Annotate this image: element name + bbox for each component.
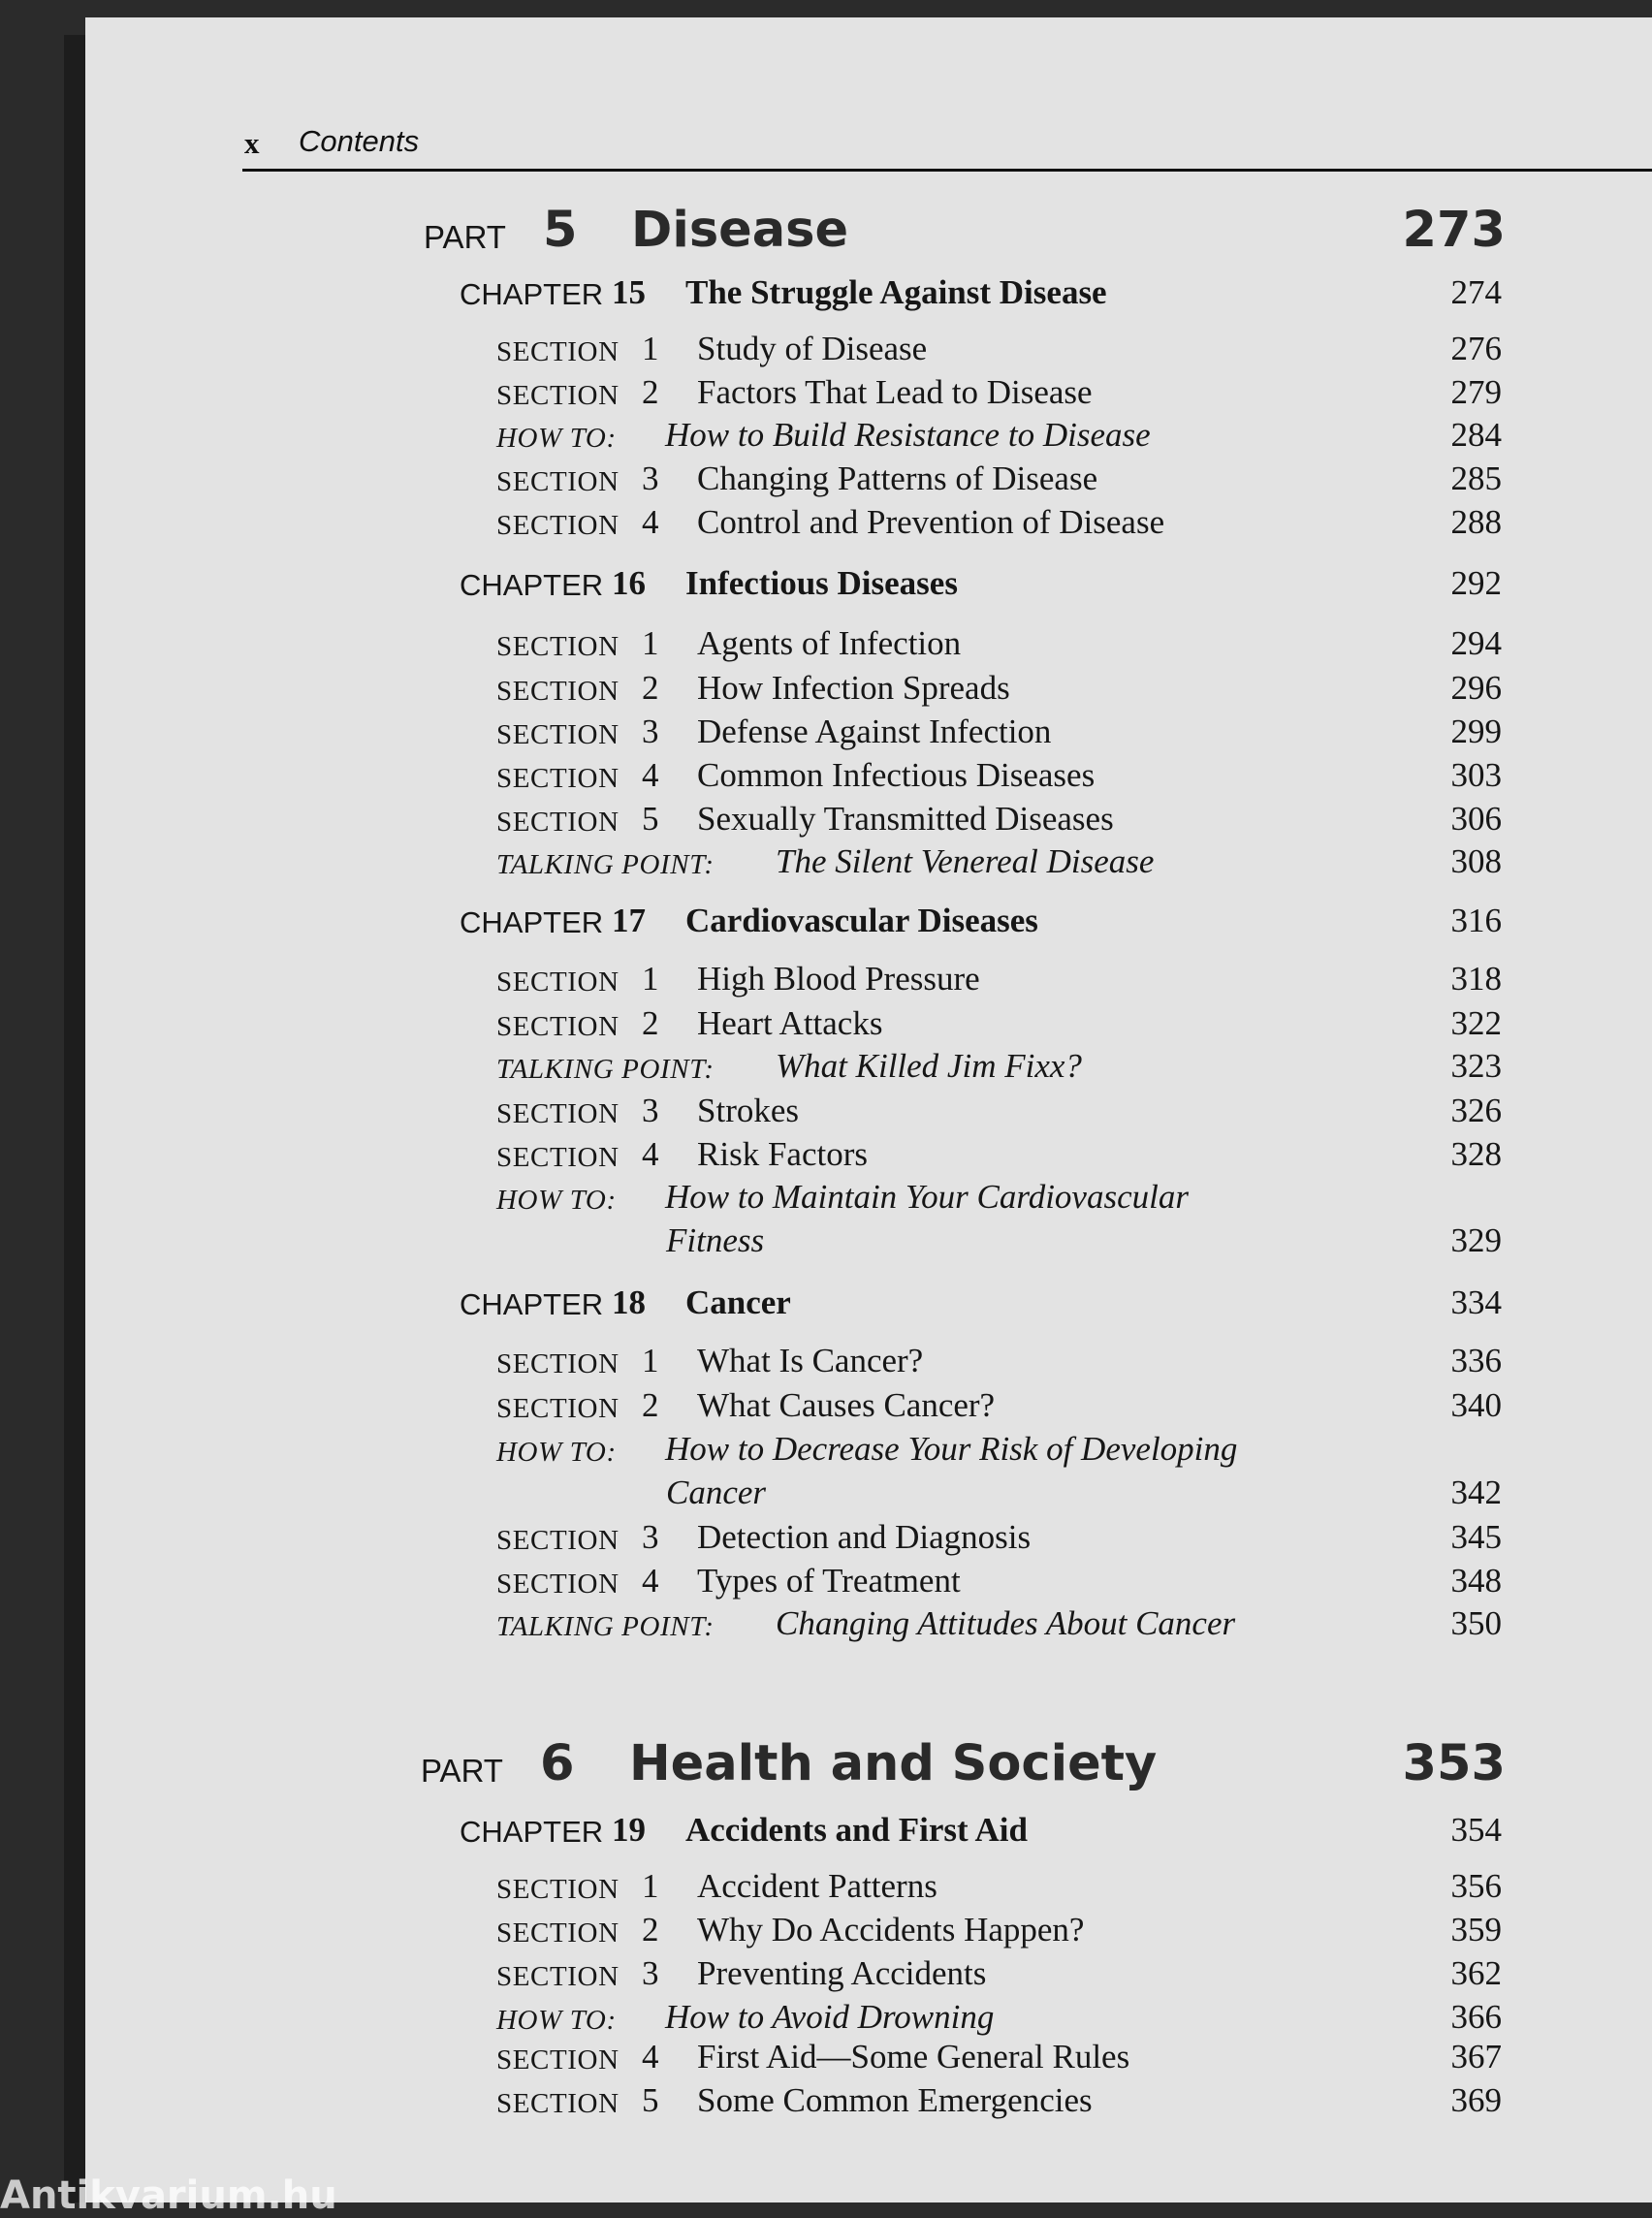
section-label: SECTION: [496, 1917, 620, 1949]
section-title: Types of Treatment: [697, 1562, 961, 1600]
section-number: 5: [642, 2081, 659, 2119]
chapter-page-number: 274: [1450, 273, 1502, 311]
section-title: Control and Prevention of Disease: [697, 503, 1165, 541]
section-title: Factors That Lead to Disease: [697, 373, 1093, 411]
feature-title: How to Avoid Drowning: [665, 1998, 995, 2036]
section-entry: [0, 1562, 1652, 1608]
section-title: Detection and Diagnosis: [697, 1518, 1032, 1556]
chapter-title: The Struggle Against Disease: [685, 273, 1107, 311]
section-number: 4: [642, 756, 659, 794]
chapter-heading: [0, 273, 1652, 320]
section-label: SECTION: [496, 2044, 620, 2075]
section-entry: [0, 800, 1652, 846]
section-entry: [0, 1004, 1652, 1051]
section-page-number: 336: [1450, 1342, 1502, 1379]
running-title: Contents: [299, 124, 420, 158]
chapter-heading: [0, 1811, 1652, 1857]
feature-label: HOW TO:: [496, 423, 617, 454]
chapter-label: CHAPTER: [460, 1287, 604, 1321]
feature-title: How to Maintain Your Cardiovascular: [665, 1178, 1189, 1216]
section-title: Preventing Accidents: [697, 1954, 987, 1992]
section-label: SECTION: [496, 1393, 620, 1424]
section-label: SECTION: [496, 2088, 620, 2119]
section-page-number: 367: [1450, 2038, 1502, 2075]
section-entry: [0, 1092, 1652, 1138]
section-entry: [0, 1954, 1652, 2001]
section-label: SECTION: [496, 719, 620, 750]
part-number: 5: [543, 202, 578, 259]
section-label: SECTION: [496, 380, 620, 411]
feature-label: TALKING POINT:: [496, 1054, 715, 1085]
section-label: SECTION: [496, 466, 620, 497]
section-entry: [0, 669, 1652, 715]
section-title: Defense Against Infection: [697, 713, 1052, 750]
section-number: 3: [642, 1954, 659, 1992]
section-page-number: 345: [1450, 1518, 1502, 1556]
chapter-page-number: 354: [1450, 1811, 1502, 1849]
section-page-number: 322: [1450, 1004, 1502, 1042]
chapter-number: 15: [612, 273, 646, 311]
section-label: SECTION: [496, 676, 620, 707]
watermark: Antikvarium.hu: [0, 2173, 337, 2218]
feature-label: TALKING POINT:: [496, 849, 715, 880]
part-title: Health and Society: [629, 1735, 1158, 1792]
section-label: SECTION: [496, 1568, 620, 1600]
section-label: SECTION: [496, 510, 620, 541]
section-title: Some Common Emergencies: [697, 2081, 1093, 2119]
section-number: 5: [642, 800, 659, 838]
section-number: 3: [642, 459, 659, 497]
section-title: Common Infectious Diseases: [697, 756, 1096, 794]
part-heading: [0, 1735, 1652, 1797]
feature-entry: [0, 842, 1652, 889]
feature-title: How to Decrease Your Risk of Developing: [665, 1430, 1238, 1468]
section-page-number: 359: [1450, 1911, 1502, 1949]
feature-title: Changing Attitudes About Cancer: [776, 1604, 1236, 1642]
chapter-number: 19: [612, 1811, 646, 1849]
section-entry: [0, 756, 1652, 803]
section-entry: [0, 2038, 1652, 2084]
section-title: Why Do Accidents Happen?: [697, 1911, 1085, 1949]
part-title: Disease: [631, 202, 849, 259]
section-label: SECTION: [496, 1348, 620, 1379]
chapter-number: 18: [612, 1283, 646, 1321]
section-entry: [0, 1911, 1652, 1957]
chapter-number: 16: [612, 564, 646, 602]
section-page-number: 328: [1450, 1135, 1502, 1173]
section-page-number: 303: [1450, 756, 1502, 794]
section-page-number: 276: [1450, 330, 1502, 367]
chapter-page-number: 292: [1450, 564, 1502, 602]
feature-entry: [0, 1178, 1652, 1269]
section-page-number: 348: [1450, 1562, 1502, 1600]
section-title: How Infection Spreads: [697, 669, 1010, 707]
section-number: 2: [642, 1911, 659, 1949]
feature-page-number: 329: [1450, 1221, 1502, 1259]
feature-page-number: 308: [1450, 842, 1502, 880]
feature-entry: [0, 1604, 1652, 1651]
section-page-number: 369: [1450, 2081, 1502, 2119]
page-header: [242, 124, 1652, 172]
chapter-label: CHAPTER: [460, 1815, 604, 1849]
section-label: SECTION: [496, 807, 620, 838]
section-number: 4: [642, 1562, 659, 1600]
feature-title-continuation: Fitness: [666, 1221, 765, 1259]
section-title: Study of Disease: [697, 330, 928, 367]
section-number: 4: [642, 1135, 659, 1173]
section-number: 2: [642, 1386, 659, 1424]
section-entry: [0, 1386, 1652, 1433]
section-label: SECTION: [496, 1098, 620, 1129]
feature-entry: [0, 1430, 1652, 1521]
chapter-number: 17: [612, 902, 646, 939]
section-entry: [0, 459, 1652, 506]
section-number: 1: [642, 330, 659, 367]
section-number: 1: [642, 624, 659, 662]
feature-label: HOW TO:: [496, 1437, 617, 1468]
section-label: SECTION: [496, 336, 620, 367]
feature-title-continuation: Cancer: [666, 1473, 767, 1511]
section-number: 1: [642, 1342, 659, 1379]
section-title: First Aid—Some General Rules: [697, 2038, 1130, 2075]
section-label: SECTION: [496, 1142, 620, 1173]
feature-title: What Killed Jim Fixx?: [776, 1047, 1082, 1085]
section-title: What Causes Cancer?: [697, 1386, 996, 1424]
feature-page-number: 323: [1450, 1047, 1502, 1085]
section-entry: [0, 1518, 1652, 1565]
chapter-title: Infectious Diseases: [685, 564, 958, 602]
part-page-number: 273: [1402, 202, 1506, 259]
chapter-heading: [0, 902, 1652, 948]
section-entry: [0, 624, 1652, 671]
chapter-heading: [0, 564, 1652, 611]
section-label: SECTION: [496, 631, 620, 662]
section-page-number: 356: [1450, 1867, 1502, 1905]
part-label: PART: [421, 1753, 503, 1789]
section-title: Risk Factors: [697, 1135, 868, 1173]
section-number: 2: [642, 669, 659, 707]
chapter-page-number: 316: [1450, 902, 1502, 939]
feature-entry: [0, 416, 1652, 462]
section-number: 4: [642, 503, 659, 541]
chapter-title: Accidents and First Aid: [685, 1811, 1028, 1849]
section-page-number: 279: [1450, 373, 1502, 411]
chapter-page-number: 334: [1450, 1283, 1502, 1321]
section-title: High Blood Pressure: [697, 960, 980, 998]
section-number: 2: [642, 1004, 659, 1042]
section-entry: [0, 1135, 1652, 1182]
section-page-number: 306: [1450, 800, 1502, 838]
section-title: Accident Patterns: [697, 1867, 937, 1905]
section-page-number: 326: [1450, 1092, 1502, 1129]
section-label: SECTION: [496, 1525, 620, 1556]
feature-title: The Silent Venereal Disease: [776, 842, 1155, 880]
section-number: 3: [642, 713, 659, 750]
page-numeral: x: [244, 126, 260, 160]
section-entry: [0, 1867, 1652, 1914]
chapter-title: Cancer: [685, 1283, 791, 1321]
chapter-label: CHAPTER: [460, 905, 604, 939]
section-entry: [0, 2081, 1652, 2128]
section-label: SECTION: [496, 1874, 620, 1905]
feature-label: HOW TO:: [496, 2005, 617, 2036]
chapter-label: CHAPTER: [460, 568, 604, 602]
chapter-heading: [0, 1283, 1652, 1330]
feature-page-number: 366: [1450, 1998, 1502, 2036]
section-page-number: 299: [1450, 713, 1502, 750]
section-number: 3: [642, 1092, 659, 1129]
section-title: Sexually Transmitted Diseases: [697, 800, 1114, 838]
chapter-label: CHAPTER: [460, 277, 604, 311]
section-entry: [0, 1342, 1652, 1388]
feature-page-number: 342: [1450, 1473, 1502, 1511]
section-entry: [0, 373, 1652, 420]
feature-title: How to Build Resistance to Disease: [665, 416, 1151, 454]
section-label: SECTION: [496, 966, 620, 998]
section-title: Strokes: [697, 1092, 799, 1129]
section-title: Changing Patterns of Disease: [697, 459, 1098, 497]
feature-page-number: 350: [1450, 1604, 1502, 1642]
section-page-number: 288: [1450, 503, 1502, 541]
section-page-number: 285: [1450, 459, 1502, 497]
feature-label: HOW TO:: [496, 1185, 617, 1216]
section-entry: [0, 503, 1652, 550]
chapter-title: Cardiovascular Diseases: [685, 902, 1038, 939]
part-number: 6: [540, 1735, 575, 1792]
section-entry: [0, 330, 1652, 376]
section-number: 3: [642, 1518, 659, 1556]
part-page-number: 353: [1402, 1735, 1506, 1792]
section-number: 1: [642, 1867, 659, 1905]
part-label: PART: [424, 219, 506, 255]
section-entry: [0, 713, 1652, 759]
feature-page-number: 284: [1450, 416, 1502, 454]
section-entry: [0, 960, 1652, 1006]
section-page-number: 296: [1450, 669, 1502, 707]
section-title: Heart Attacks: [697, 1004, 883, 1042]
section-number: 4: [642, 2038, 659, 2075]
section-page-number: 340: [1450, 1386, 1502, 1424]
section-page-number: 318: [1450, 960, 1502, 998]
section-label: SECTION: [496, 763, 620, 794]
section-title: Agents of Infection: [697, 624, 962, 662]
section-number: 1: [642, 960, 659, 998]
section-label: SECTION: [496, 1011, 620, 1042]
section-number: 2: [642, 373, 659, 411]
feature-label: TALKING POINT:: [496, 1611, 715, 1642]
feature-entry: [0, 1047, 1652, 1093]
section-title: What Is Cancer?: [697, 1342, 924, 1379]
part-heading: [0, 202, 1652, 264]
section-page-number: 362: [1450, 1954, 1502, 1992]
section-page-number: 294: [1450, 624, 1502, 662]
section-label: SECTION: [496, 1961, 620, 1992]
